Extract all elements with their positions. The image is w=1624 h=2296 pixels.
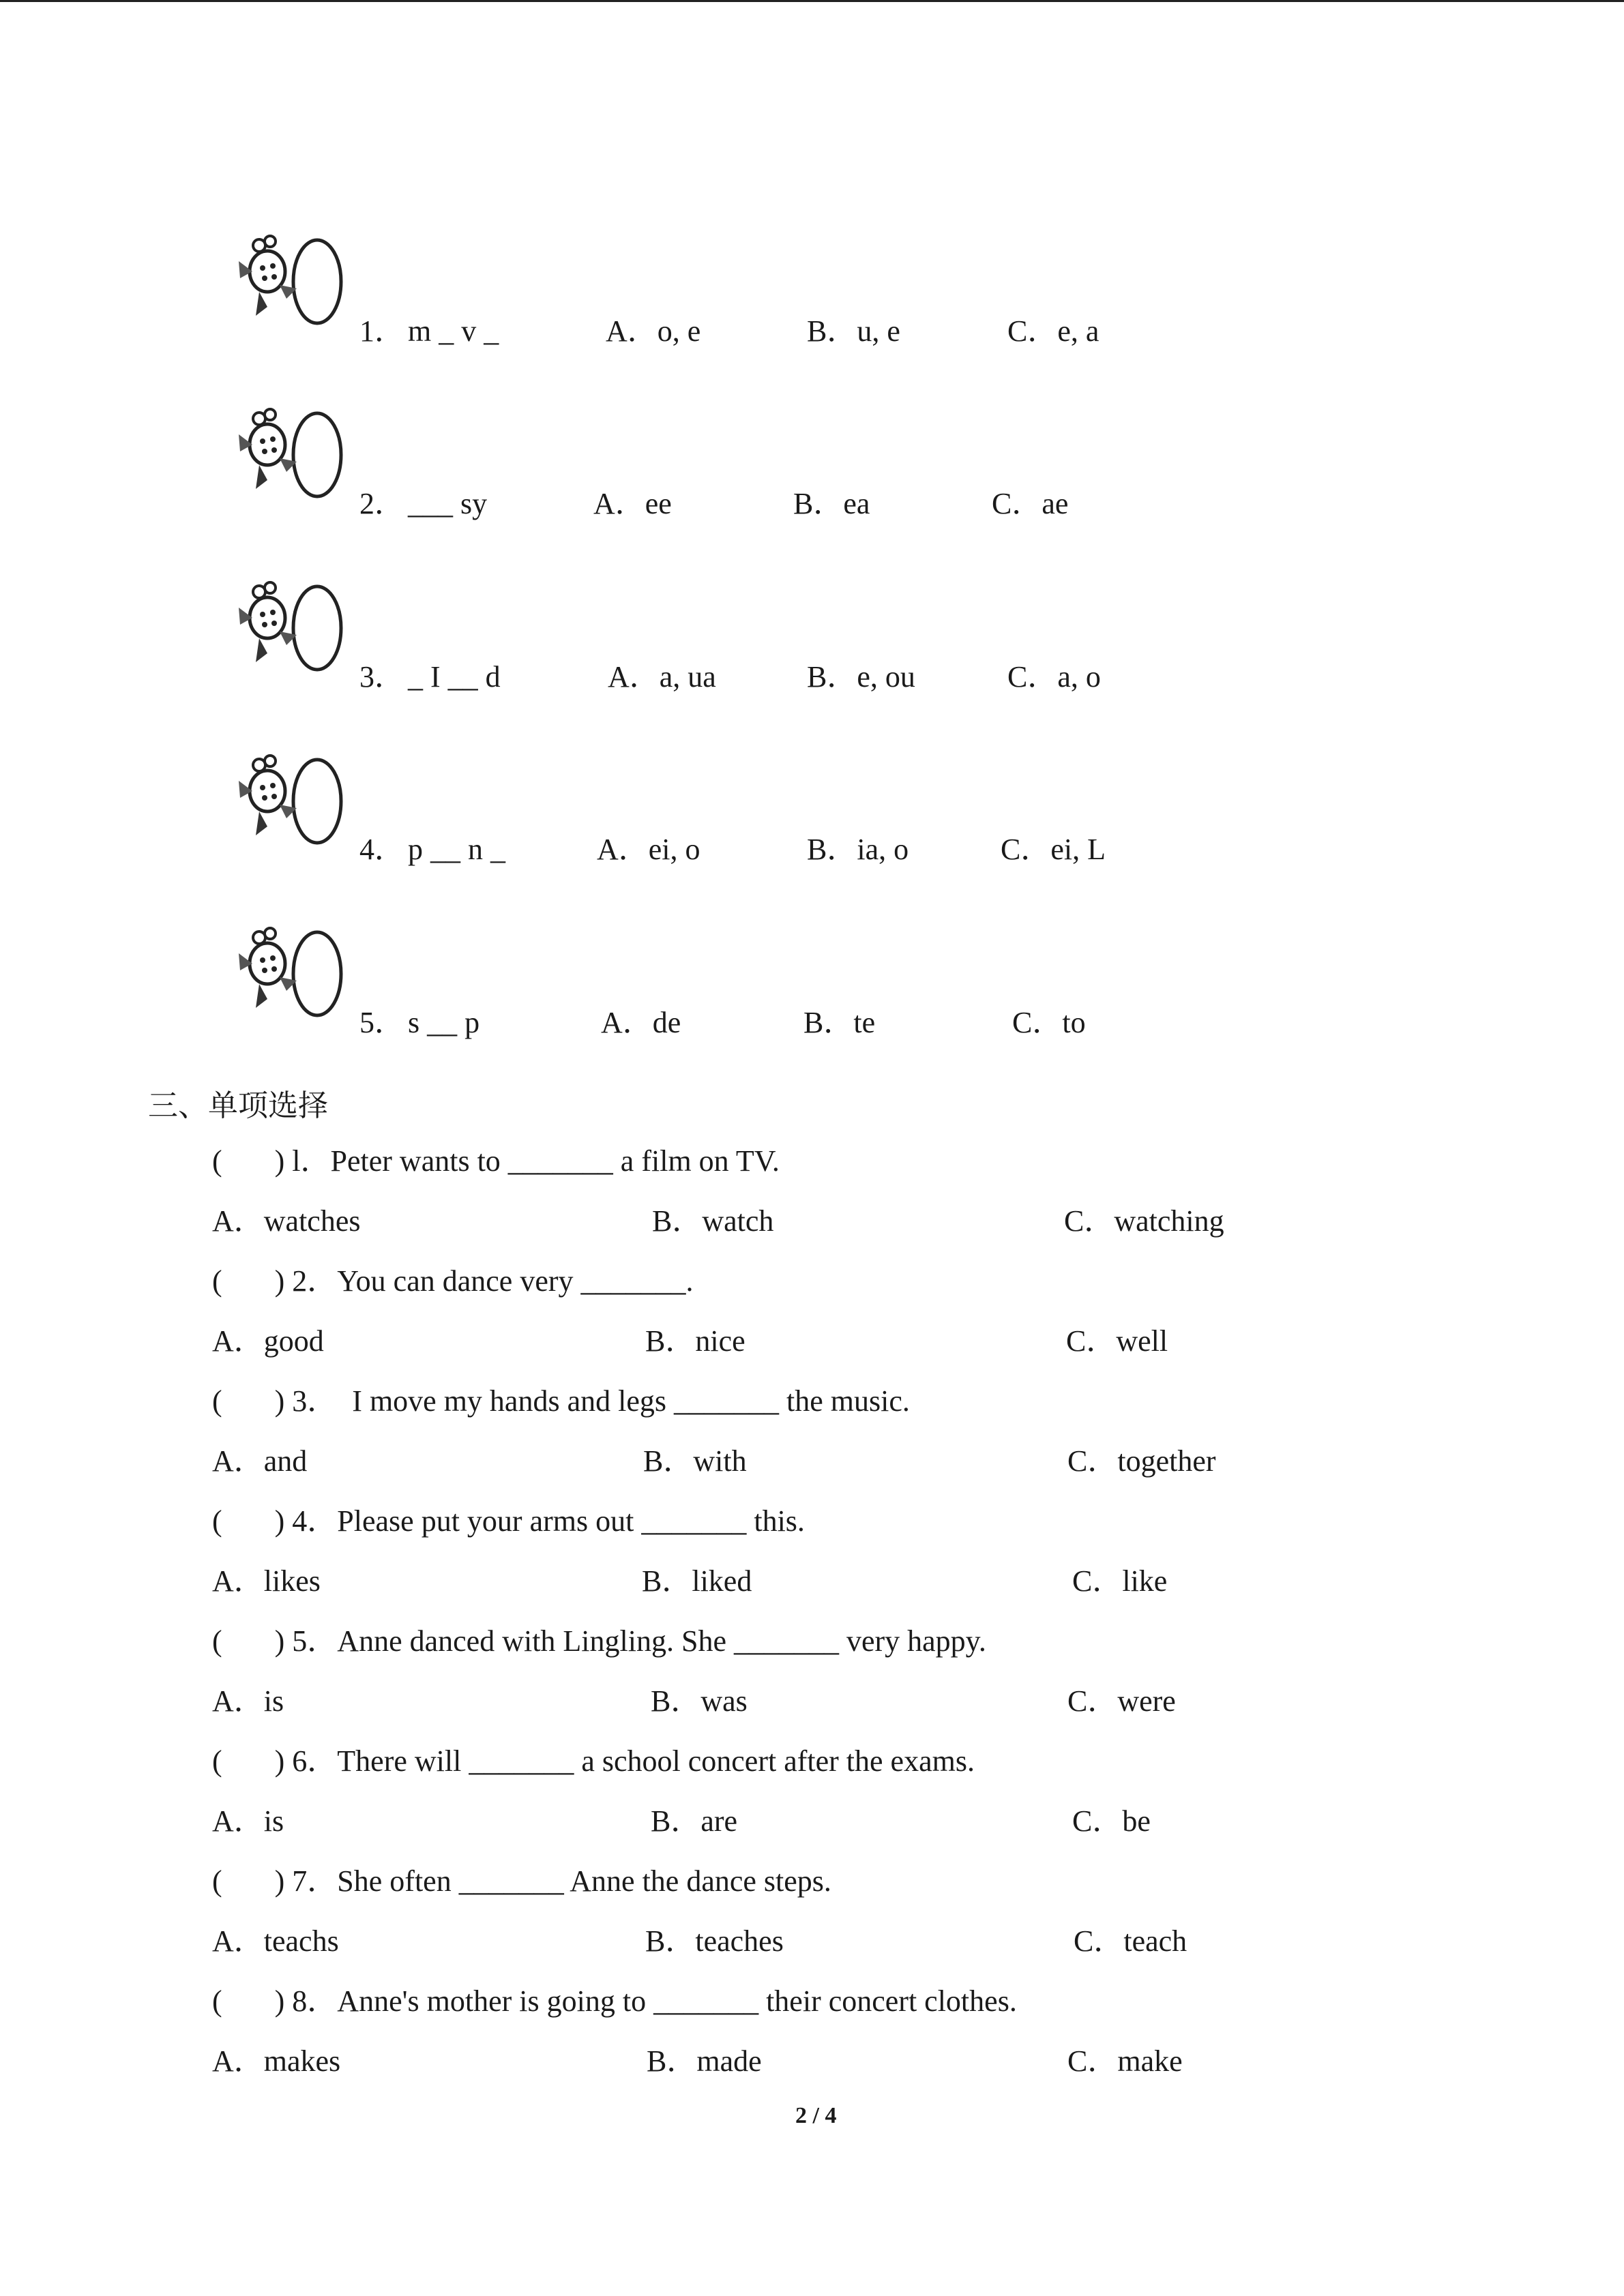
question-5-option-a[interactable]: A．is <box>212 1684 284 1718</box>
question-5-option-b[interactable]: B．was <box>651 1684 748 1718</box>
phonics-2-option-b[interactable]: B．ea <box>793 487 870 520</box>
top-border <box>0 0 1624 2</box>
phonics-5-word: s __ p <box>408 1006 480 1039</box>
phonics-4-option-a[interactable]: A．ei, o <box>597 833 700 866</box>
question-3-option-c[interactable]: C．together <box>1067 1444 1216 1478</box>
phonics-1-option-b[interactable]: B．u, e <box>807 314 900 348</box>
phonics-4-number: 4． <box>359 833 404 866</box>
phonics-4-option-c[interactable]: C．ei, L <box>1001 833 1106 866</box>
question-1-option-c[interactable]: C．watching <box>1064 1204 1224 1238</box>
phonics-1-number: 1． <box>359 314 404 348</box>
phonics-2-word: ___ sy <box>408 487 488 520</box>
question-1: ( ) l．Peter wants to _______ a film on TV. <box>212 1144 780 1178</box>
phonics-5-option-a[interactable]: A．de <box>601 1006 681 1039</box>
phonics-3-word: _ I __ d <box>408 660 501 694</box>
phonics-4-word: p __ n _ <box>408 833 505 866</box>
question-7-option-c[interactable]: C．teach <box>1074 1924 1187 1958</box>
question-7: ( ) 7．She often _______ Anne the dance steps. <box>212 1864 831 1898</box>
bee-magnifier-icon <box>232 577 348 679</box>
phonics-3-option-c[interactable]: C．a, o <box>1007 660 1101 694</box>
question-4-option-b[interactable]: B．liked <box>642 1564 752 1598</box>
phonics-3-number: 3． <box>359 660 404 694</box>
phonics-5-option-c[interactable]: C．to <box>1012 1006 1086 1039</box>
section-title: 三、单项选择 <box>148 1088 328 1123</box>
question-6-option-b[interactable]: B．are <box>651 1804 738 1838</box>
question-8-option-b[interactable]: B．made <box>647 2044 762 2078</box>
phonics-4-option-b[interactable]: B．ia, o <box>807 833 909 866</box>
question-2-option-c[interactable]: C．well <box>1066 1324 1168 1358</box>
question-2-option-a[interactable]: A．good <box>212 1324 324 1358</box>
question-5-option-c[interactable]: C．were <box>1067 1684 1176 1718</box>
bee-magnifier-icon <box>232 750 348 852</box>
question-8-option-c[interactable]: C．make <box>1067 2044 1183 2078</box>
question-2-option-b[interactable]: B．nice <box>645 1324 745 1358</box>
page-number: 2 / 4 <box>795 2103 837 2128</box>
question-4-option-a[interactable]: A．likes <box>212 1564 321 1598</box>
phonics-2-number: 2． <box>359 487 404 520</box>
question-5: ( ) 5．Anne danced with Lingling. She _______ very happy. <box>212 1624 986 1658</box>
question-4: ( ) 4．Please put your arms out _______ this. <box>212 1504 805 1538</box>
phonics-3-option-b[interactable]: B．e, ou <box>807 660 915 694</box>
question-3: ( ) 3． I move my hands and legs _______ the music. <box>212 1384 910 1418</box>
phonics-2-option-a[interactable]: A．ee <box>593 487 672 520</box>
bee-magnifier-icon <box>232 230 348 333</box>
question-7-option-b[interactable]: B．teaches <box>645 1924 784 1958</box>
bee-magnifier-icon <box>232 404 348 506</box>
phonics-3-option-a[interactable]: A．a, ua <box>608 660 716 694</box>
question-1-option-b[interactable]: B．watch <box>652 1204 774 1238</box>
phonics-5-option-b[interactable]: B．te <box>803 1006 876 1039</box>
question-1-option-a[interactable]: A．watches <box>212 1204 361 1238</box>
question-3-option-b[interactable]: B．with <box>643 1444 747 1478</box>
phonics-1-word: m _ v _ <box>408 314 499 348</box>
phonics-1-option-a[interactable]: A．o, e <box>606 314 701 348</box>
question-7-option-a[interactable]: A．teachs <box>212 1924 339 1958</box>
question-6-option-a[interactable]: A．is <box>212 1804 284 1838</box>
question-3-option-a[interactable]: A．and <box>212 1444 308 1478</box>
question-4-option-c[interactable]: C．like <box>1072 1564 1168 1598</box>
question-8: ( ) 8．Anne's mother is going to _______ their concert clothes. <box>212 1984 1017 2018</box>
question-8-option-a[interactable]: A．makes <box>212 2044 341 2078</box>
phonics-1-option-c[interactable]: C．e, a <box>1007 314 1099 348</box>
question-6-option-c[interactable]: C．be <box>1072 1804 1151 1838</box>
question-2: ( ) 2．You can dance very _______. <box>212 1264 694 1298</box>
bee-magnifier-icon <box>232 923 348 1025</box>
question-6: ( ) 6．There will _______ a school concert after the exams. <box>212 1744 975 1778</box>
phonics-5-number: 5． <box>359 1006 404 1039</box>
phonics-2-option-c[interactable]: C．ae <box>992 487 1069 520</box>
